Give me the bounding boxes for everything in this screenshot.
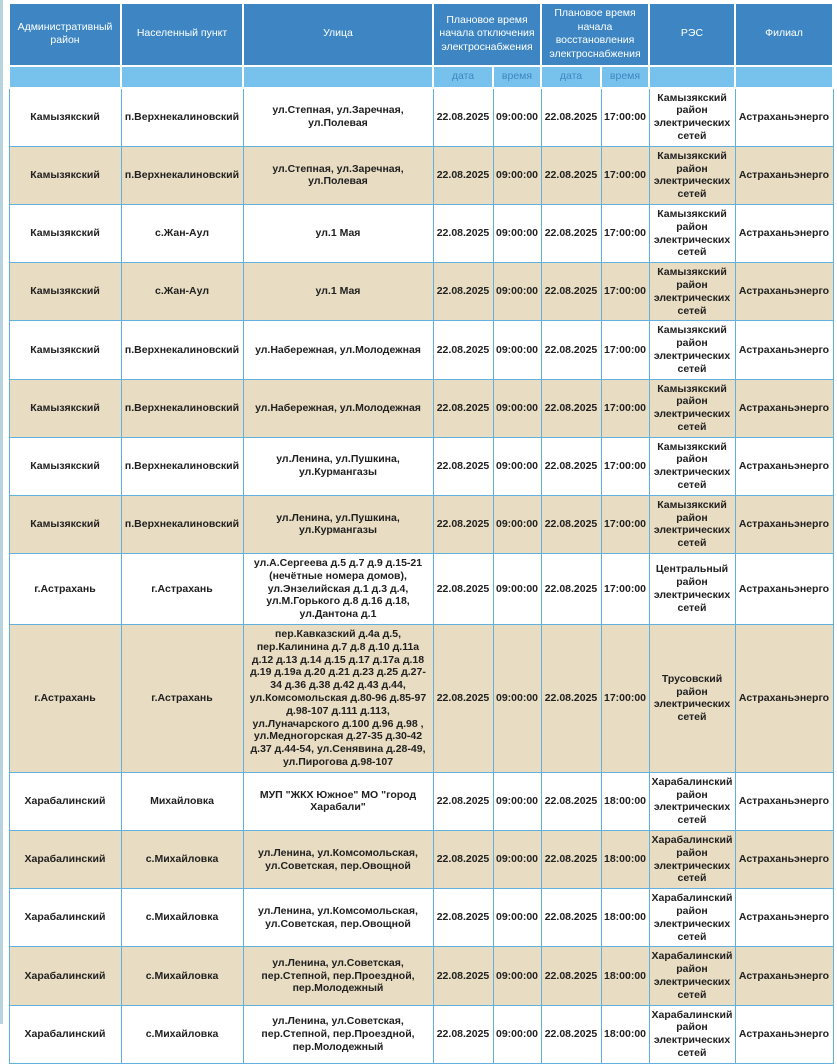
cell-restore-date: 22.08.2025 [541, 321, 601, 379]
cell-branch: Астраханьэнерго [735, 947, 833, 1005]
cell-outage-time: 09:00:00 [493, 146, 541, 204]
cell-street: ул.Ленина, ул.Советская, пер.Степной, пер.Проездной, пер.Молодежный [243, 947, 433, 1005]
outage-table-body [9, 88, 833, 1064]
cell-district: Камызякский [9, 379, 121, 437]
cell-restore-time: 18:00:00 [601, 772, 649, 830]
cell-restore-time: 18:00:00 [601, 889, 649, 947]
cell-outage-time: 09:00:00 [493, 1005, 541, 1063]
table-row [9, 625, 833, 773]
cell-district: Камызякский [9, 88, 121, 147]
cell-res: Камызякский район электрических сетей [649, 321, 735, 379]
col-header-street: Улица [243, 3, 433, 66]
cell-district: Харабалинский [9, 889, 121, 947]
cell-district: Камызякский [9, 437, 121, 495]
cell-district: Камызякский [9, 204, 121, 262]
subcol-on-date: дата [541, 66, 601, 88]
cell-restore-time: 17:00:00 [601, 625, 649, 773]
cell-branch: Астраханьэнерго [735, 1005, 833, 1063]
cell-res: Камызякский район электрических сетей [649, 263, 735, 321]
subheader-spacer-settlement [121, 66, 243, 88]
cell-outage-time: 09:00:00 [493, 204, 541, 262]
table-row [9, 263, 833, 321]
table-row [9, 379, 833, 437]
cell-outage-time: 09:00:00 [493, 379, 541, 437]
cell-restore-date: 22.08.2025 [541, 88, 601, 147]
cell-outage-date: 22.08.2025 [433, 88, 493, 147]
cell-outage-time: 09:00:00 [493, 263, 541, 321]
cell-restore-time: 17:00:00 [601, 204, 649, 262]
cell-outage-date: 22.08.2025 [433, 146, 493, 204]
cell-settlement: п.Верхнекалиновский [121, 379, 243, 437]
cell-outage-date: 22.08.2025 [433, 321, 493, 379]
cell-settlement: п.Верхнекалиновский [121, 437, 243, 495]
col-header-branch: Филиал [735, 3, 833, 66]
cell-settlement: п.Верхнекалиновский [121, 146, 243, 204]
cell-branch: Астраханьэнерго [735, 772, 833, 830]
cell-branch: Астраханьэнерго [735, 321, 833, 379]
cell-settlement: п.Верхнекалиновский [121, 321, 243, 379]
cell-district: Харабалинский [9, 772, 121, 830]
cell-res: Камызякский район электрических сетей [649, 495, 735, 553]
cell-settlement: п.Верхнекалиновский [121, 88, 243, 147]
subheader-spacer-district [9, 66, 121, 88]
cell-outage-date: 22.08.2025 [433, 1005, 493, 1063]
cell-settlement: с.Михайловка [121, 1005, 243, 1063]
table-row [9, 321, 833, 379]
col-header-district: Административный район [9, 3, 121, 66]
table-row [9, 772, 833, 830]
col-header-outage-start: Плановое время начала отключения электроснабжения [433, 3, 541, 66]
table-row [9, 889, 833, 947]
cell-branch: Астраханьэнерго [735, 88, 833, 147]
cell-restore-time: 17:00:00 [601, 554, 649, 625]
cell-branch: Астраханьэнерго [735, 831, 833, 889]
cell-street: ул.Степная, ул.Заречная, ул.Полевая [243, 146, 433, 204]
cell-district: г.Астрахань [9, 625, 121, 773]
cell-restore-date: 22.08.2025 [541, 495, 601, 553]
cell-res: Харабалинский район электрических сетей [649, 772, 735, 830]
viewport-edge-strip [0, 0, 3, 1024]
cell-outage-date: 22.08.2025 [433, 495, 493, 553]
col-header-restore-start: Плановое время начала восстановления электроснабжения [541, 3, 649, 66]
cell-settlement: п.Верхнекалиновский [121, 495, 243, 553]
cell-restore-date: 22.08.2025 [541, 437, 601, 495]
cell-res: Камызякский район электрических сетей [649, 204, 735, 262]
cell-outage-date: 22.08.2025 [433, 772, 493, 830]
table-row [9, 947, 833, 1005]
cell-street: ул.1 Мая [243, 263, 433, 321]
table-row [9, 146, 833, 204]
cell-outage-time: 09:00:00 [493, 554, 541, 625]
subheader-row [9, 66, 833, 88]
cell-street: ул.Ленина, ул.Пушкина, ул.Курмангазы [243, 437, 433, 495]
cell-branch: Астраханьэнерго [735, 379, 833, 437]
cell-settlement: с.Жан-Аул [121, 263, 243, 321]
cell-res: Камызякский район электрических сетей [649, 379, 735, 437]
cell-res: Харабалинский район электрических сетей [649, 947, 735, 1005]
col-header-res: РЭС [649, 3, 735, 66]
cell-outage-time: 09:00:00 [493, 947, 541, 1005]
table-row [9, 204, 833, 262]
cell-street: ул.А.Сергеева д.5 д.7 д.9 д.15-21 (нечётные номера домов), ул.Энзелийская д.1 д.3 д.4, ул.М.Горького д.8 д.16 д.18, ул.Дантона д.1 [243, 554, 433, 625]
cell-street: ул.Ленина, ул.Комсомольская, ул.Советская, пер.Овощной [243, 889, 433, 947]
cell-restore-date: 22.08.2025 [541, 889, 601, 947]
table-row [9, 437, 833, 495]
cell-street: ул.Ленина, ул.Комсомольская, ул.Советская, пер.Овощной [243, 831, 433, 889]
subheader-spacer-res [649, 66, 735, 88]
col-header-settlement: Населенный пункт [121, 3, 243, 66]
cell-outage-date: 22.08.2025 [433, 204, 493, 262]
cell-settlement: Михайловка [121, 772, 243, 830]
cell-street: ул.1 Мая [243, 204, 433, 262]
cell-restore-time: 18:00:00 [601, 947, 649, 1005]
cell-outage-time: 09:00:00 [493, 437, 541, 495]
cell-branch: Астраханьэнерго [735, 437, 833, 495]
cell-branch: Астраханьэнерго [735, 204, 833, 262]
cell-restore-time: 18:00:00 [601, 831, 649, 889]
cell-branch: Астраханьэнерго [735, 889, 833, 947]
subheader-spacer-street [243, 66, 433, 88]
cell-street: ул.Степная, ул.Заречная, ул.Полевая [243, 88, 433, 147]
cell-settlement: с.Михайловка [121, 831, 243, 889]
cell-settlement: с.Михайловка [121, 947, 243, 1005]
cell-restore-time: 17:00:00 [601, 379, 649, 437]
cell-outage-date: 22.08.2025 [433, 831, 493, 889]
subcol-on-time: время [601, 66, 649, 88]
cell-settlement: с.Михайловка [121, 889, 243, 947]
cell-outage-date: 22.08.2025 [433, 889, 493, 947]
cell-restore-time: 18:00:00 [601, 1005, 649, 1063]
cell-res: Камызякский район электрических сетей [649, 88, 735, 147]
cell-district: Харабалинский [9, 1005, 121, 1063]
cell-restore-date: 22.08.2025 [541, 831, 601, 889]
table-row [9, 88, 833, 147]
outage-schedule-table [8, 2, 834, 1064]
table-row [9, 1005, 833, 1063]
table-row [9, 495, 833, 553]
table-row [9, 554, 833, 625]
cell-restore-time: 17:00:00 [601, 321, 649, 379]
cell-outage-date: 22.08.2025 [433, 554, 493, 625]
cell-outage-date: 22.08.2025 [433, 625, 493, 773]
cell-restore-date: 22.08.2025 [541, 772, 601, 830]
cell-branch: Астраханьэнерго [735, 495, 833, 553]
cell-outage-date: 22.08.2025 [433, 437, 493, 495]
cell-district: Камызякский [9, 321, 121, 379]
cell-res: Харабалинский район электрических сетей [649, 831, 735, 889]
cell-district: Камызякский [9, 495, 121, 553]
table-row [9, 831, 833, 889]
cell-outage-date: 22.08.2025 [433, 947, 493, 1005]
subcol-off-date: дата [433, 66, 493, 88]
cell-outage-time: 09:00:00 [493, 772, 541, 830]
cell-restore-date: 22.08.2025 [541, 379, 601, 437]
cell-restore-time: 17:00:00 [601, 263, 649, 321]
cell-outage-time: 09:00:00 [493, 625, 541, 773]
cell-outage-time: 09:00:00 [493, 88, 541, 147]
cell-branch: Астраханьэнерго [735, 625, 833, 773]
cell-settlement: г.Астрахань [121, 554, 243, 625]
cell-res: Трусовский район электрических сетей [649, 625, 735, 773]
cell-restore-date: 22.08.2025 [541, 947, 601, 1005]
cell-district: Камызякский [9, 146, 121, 204]
cell-branch: Астраханьэнерго [735, 263, 833, 321]
cell-district: Харабалинский [9, 831, 121, 889]
cell-street: МУП "ЖКХ Южное" МО "город Харабали" [243, 772, 433, 830]
cell-branch: Астраханьэнерго [735, 146, 833, 204]
cell-outage-time: 09:00:00 [493, 321, 541, 379]
cell-street: ул.Набережная, ул.Молодежная [243, 321, 433, 379]
cell-res: Харабалинский район электрических сетей [649, 889, 735, 947]
cell-restore-time: 17:00:00 [601, 437, 649, 495]
cell-res: Харабалинский район электрических сетей [649, 1005, 735, 1063]
cell-restore-date: 22.08.2025 [541, 1005, 601, 1063]
table-header [9, 3, 833, 88]
cell-outage-time: 09:00:00 [493, 831, 541, 889]
cell-street: ул.Ленина, ул.Советская, пер.Степной, пер.Проездной, пер.Молодежный [243, 1005, 433, 1063]
cell-res: Камызякский район электрических сетей [649, 437, 735, 495]
cell-res: Центральный район электрических сетей [649, 554, 735, 625]
cell-district: г.Астрахань [9, 554, 121, 625]
subcol-off-time: время [493, 66, 541, 88]
cell-restore-time: 17:00:00 [601, 88, 649, 147]
cell-outage-time: 09:00:00 [493, 495, 541, 553]
cell-restore-date: 22.08.2025 [541, 204, 601, 262]
cell-district: Камызякский [9, 263, 121, 321]
cell-street: пер.Кавказский д.4а д.5, пер.Калинина д.7 д.8 д.10 д.11а д.12 д.13 д.14 д.15 д.17 д.17а д.18 д.19 д.19а д.20 д.21 д.23 д.25 д.27-34 д.36 д.38 д.42 д.43 д.44, ул.Комсомольская д.80-96 д.85-97 д.98-107 д.111 д.113, ул.Луначарского д.100 д.96 д.98 , ул.Медногорская д.27-35 д.30-42 д.37 д.44-54, ул.Сенявина д.28-49, ул.Пирогова д.98-107 [243, 625, 433, 773]
cell-restore-date: 22.08.2025 [541, 625, 601, 773]
cell-street: ул.Набережная, ул.Молодежная [243, 379, 433, 437]
cell-restore-time: 17:00:00 [601, 146, 649, 204]
cell-res: Камызякский район электрических сетей [649, 146, 735, 204]
subheader-spacer-branch [735, 66, 833, 88]
cell-outage-date: 22.08.2025 [433, 379, 493, 437]
cell-restore-time: 17:00:00 [601, 495, 649, 553]
cell-street: ул.Ленина, ул.Пушкина, ул.Курмангазы [243, 495, 433, 553]
cell-branch: Астраханьэнерго [735, 554, 833, 625]
cell-restore-date: 22.08.2025 [541, 263, 601, 321]
cell-restore-date: 22.08.2025 [541, 146, 601, 204]
cell-outage-time: 09:00:00 [493, 889, 541, 947]
cell-outage-date: 22.08.2025 [433, 263, 493, 321]
cell-settlement: с.Жан-Аул [121, 204, 243, 262]
cell-district: Харабалинский [9, 947, 121, 1005]
header-row [9, 3, 833, 66]
cell-restore-date: 22.08.2025 [541, 554, 601, 625]
cell-settlement: г.Астрахань [121, 625, 243, 773]
